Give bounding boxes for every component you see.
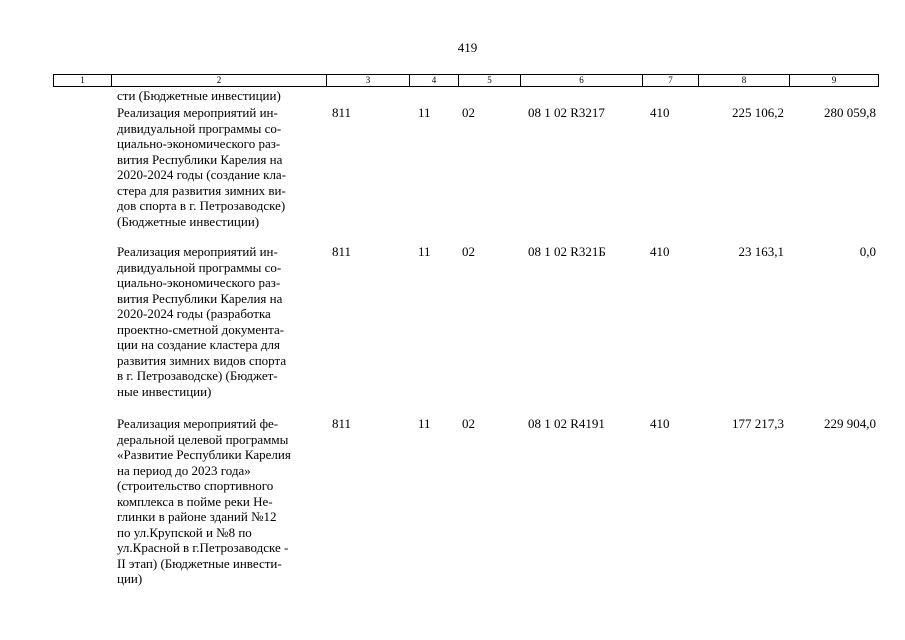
row-amount-8: 177 217,3 — [732, 416, 784, 431]
column-number-9: 9 — [831, 75, 837, 85]
row-code-4: 11 — [418, 105, 431, 120]
row-code-7: 410 — [650, 105, 670, 120]
row-code-3: 811 — [332, 105, 352, 120]
continuation-text: сти (Бюджетные инвестиции) — [117, 88, 281, 103]
row-code-6: 08 1 02 R321Б — [528, 244, 606, 259]
row-amount-9: 280 059,8 — [824, 105, 876, 120]
row-amount-8: 23 163,1 — [738, 244, 784, 259]
column-number-2: 2 — [112, 75, 327, 86]
column-number-4: 4 — [410, 75, 459, 86]
row-code-4: 11 — [418, 416, 431, 431]
row-code-7: 410 — [650, 416, 670, 431]
row-description: Реализация мероприятий ин- дивидуальной программы со- циально-экономического раз- вития Республики Карелия на 2020-2024 годы (разработка проектно-сметной документа- ции на создание кластера для развития зимних видов спорта в г. Петрозаводске) (Бюджет- ные инвестиции) — [117, 244, 287, 399]
row-code-4: 11 — [418, 244, 431, 259]
row-code-5: 02 — [462, 244, 475, 259]
column-number-1: 1 — [54, 75, 112, 86]
column-number-5: 5 — [459, 75, 521, 86]
column-number-6: 6 — [521, 75, 643, 86]
row-code-5: 02 — [462, 105, 475, 120]
row-code-3: 811 — [332, 244, 352, 259]
row-amount-9: 229 904,0 — [824, 416, 876, 431]
row-amount-8: 225 106,2 — [732, 105, 784, 120]
row-code-5: 02 — [462, 416, 475, 431]
row-code-6: 08 1 02 R3217 — [528, 105, 605, 120]
column-number-7: 7 — [643, 75, 699, 86]
page-number: 419 — [457, 40, 478, 55]
row-description: Реализация мероприятий ин- дивидуальной программы со- циально-экономического раз- вития Республики Карелия на 2020-2024 годы (создание кла- стера для развития зимних ви- дов спорта в г. Петрозаводске) (Бюджетные инвестиции) — [117, 105, 287, 229]
column-number-8: 8 — [699, 75, 790, 86]
row-code-3: 811 — [332, 416, 352, 431]
row-amount-9: 0,0 — [859, 244, 876, 259]
column-number-3: 3 — [327, 75, 410, 86]
row-code-7: 410 — [650, 244, 670, 259]
row-code-6: 08 1 02 R4191 — [528, 416, 605, 431]
row-description: Реализация мероприятий фе- деральной целевой программы «Развитие Республики Карелия на период до 2023 года» (строительство спортивного комплекса в пойме реки Не- глинки в районе зданий №12 по ул.Крупской и №8 по ул.Красной в г.Петрозаводске - II этап) (Бюджетные инвести- ции) — [117, 416, 291, 586]
column-number-header — [53, 74, 879, 87]
